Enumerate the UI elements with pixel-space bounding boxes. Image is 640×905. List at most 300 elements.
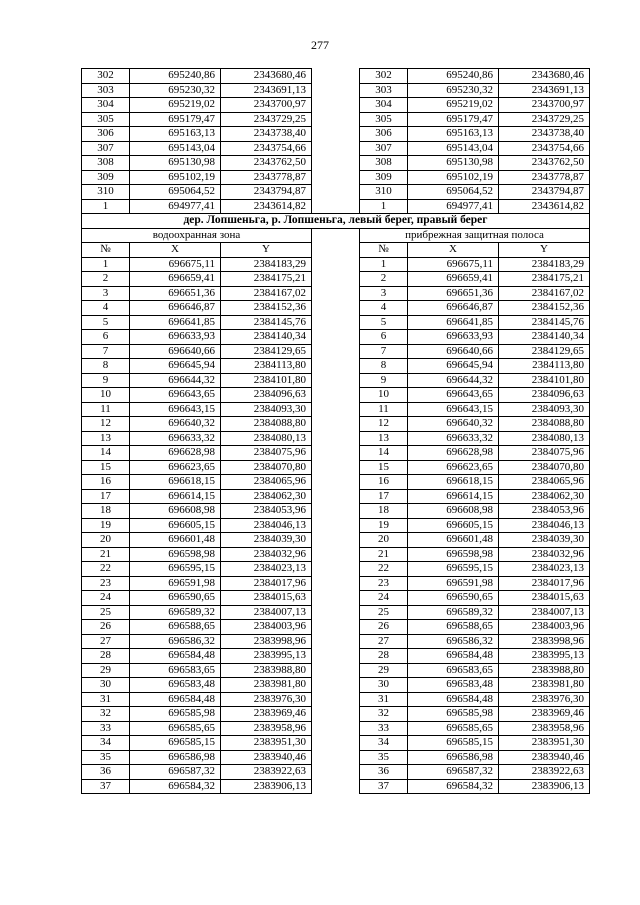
coord-x: 695130,98: [408, 156, 499, 171]
point-number: 18: [82, 504, 130, 519]
point-number: 303: [360, 83, 408, 98]
point-number: 20: [360, 533, 408, 548]
coord-x: 696614,15: [408, 489, 499, 504]
point-number: 22: [360, 562, 408, 577]
point-number: 16: [360, 475, 408, 490]
table-row: [82, 576, 590, 591]
column-gap: [312, 170, 360, 185]
column-gap: [312, 344, 360, 359]
point-number: 5: [360, 315, 408, 330]
column-gap: [312, 243, 360, 258]
column-gap: [312, 388, 360, 403]
point-number: 9: [360, 373, 408, 388]
coord-y: 2384183,29: [221, 257, 312, 272]
coord-y: 2383940,46: [221, 750, 312, 765]
coord-x: 696646,87: [408, 301, 499, 316]
point-number: 304: [82, 98, 130, 113]
page-number: 277: [311, 38, 329, 52]
column-gap: [312, 605, 360, 620]
table-row: [82, 721, 590, 736]
coord-y: 2384101,80: [221, 373, 312, 388]
coord-y: 2343691,13: [499, 83, 590, 98]
coord-y: 2343614,82: [221, 199, 312, 214]
coord-y: 2384007,13: [499, 605, 590, 620]
coord-x: 696633,32: [408, 431, 499, 446]
coord-y: 2383981,80: [221, 678, 312, 693]
table-row: [82, 707, 590, 722]
coord-y: 2343738,40: [221, 127, 312, 142]
table-row: [82, 446, 590, 461]
coord-y: 2384003,96: [499, 620, 590, 635]
table-row: [82, 591, 590, 606]
coord-x: 696633,93: [408, 330, 499, 345]
coord-y: 2384093,30: [499, 402, 590, 417]
coord-y: 2384080,13: [499, 431, 590, 446]
coord-x: 696645,94: [408, 359, 499, 374]
point-number: 302: [82, 69, 130, 84]
table-row: [82, 69, 590, 84]
point-number: 37: [360, 779, 408, 794]
coord-y: 2384053,96: [499, 504, 590, 519]
coord-x: 696588,65: [408, 620, 499, 635]
table-row: [82, 170, 590, 185]
coord-y: 2383976,30: [221, 692, 312, 707]
column-gap: [312, 562, 360, 577]
table-row: [82, 344, 590, 359]
coord-y: 2383951,30: [499, 736, 590, 751]
coord-y: 2343700,97: [499, 98, 590, 113]
coord-x: 696586,32: [408, 634, 499, 649]
table-row: [82, 489, 590, 504]
table-row: [82, 634, 590, 649]
coord-x: 696584,48: [408, 692, 499, 707]
coord-y: 2384140,34: [221, 330, 312, 345]
table-row: [82, 388, 590, 403]
coord-x: 696623,65: [130, 460, 221, 475]
point-number: 306: [82, 127, 130, 142]
coord-y: 2343778,87: [499, 170, 590, 185]
coord-y: 2384032,96: [499, 547, 590, 562]
coord-x: 695230,32: [130, 83, 221, 98]
coord-y: 2343738,40: [499, 127, 590, 142]
point-number: 24: [360, 591, 408, 606]
table-row: [82, 402, 590, 417]
table-row: [82, 185, 590, 200]
point-number: 18: [360, 504, 408, 519]
point-number: 31: [82, 692, 130, 707]
coord-x: 696651,36: [130, 286, 221, 301]
column-gap: [312, 112, 360, 127]
table-row: [82, 533, 590, 548]
table-row: [82, 257, 590, 272]
coord-y: 2384183,29: [499, 257, 590, 272]
column-gap: [312, 373, 360, 388]
coord-y: 2384113,80: [221, 359, 312, 374]
point-number: 26: [360, 620, 408, 635]
point-number: 5: [82, 315, 130, 330]
coord-x: 696591,98: [408, 576, 499, 591]
table-row: [82, 692, 590, 707]
col-header-num: №: [360, 243, 408, 258]
column-gap: [312, 765, 360, 780]
coord-x: 696614,15: [130, 489, 221, 504]
column-gap: [312, 185, 360, 200]
coord-x: 695163,13: [130, 127, 221, 142]
point-number: 26: [82, 620, 130, 635]
table-row: [82, 417, 590, 432]
point-number: 30: [360, 678, 408, 693]
point-number: 6: [360, 330, 408, 345]
coord-x: 696583,48: [130, 678, 221, 693]
point-number: 29: [82, 663, 130, 678]
point-number: 35: [360, 750, 408, 765]
coord-y: 2383958,96: [221, 721, 312, 736]
table-row: [82, 286, 590, 301]
point-number: 14: [82, 446, 130, 461]
coord-x: 696645,94: [130, 359, 221, 374]
coord-y: 2343729,25: [221, 112, 312, 127]
coord-y: 2384015,63: [221, 591, 312, 606]
top-block: [82, 69, 590, 214]
coord-y: 2343700,97: [221, 98, 312, 113]
coord-x: 696584,48: [408, 649, 499, 664]
coord-x: 696605,15: [130, 518, 221, 533]
coord-x: 696644,32: [130, 373, 221, 388]
coord-y: 2383906,13: [221, 779, 312, 794]
point-number: 9: [82, 373, 130, 388]
col-header-y: Y: [499, 243, 590, 258]
table-row: [82, 330, 590, 345]
point-number: 28: [82, 649, 130, 664]
column-gap: [312, 750, 360, 765]
coord-y: 2384175,21: [221, 272, 312, 287]
table-row: [82, 750, 590, 765]
column-gap: [312, 83, 360, 98]
coord-y: 2383981,80: [499, 678, 590, 693]
point-number: 19: [82, 518, 130, 533]
coord-y: 2384053,96: [221, 504, 312, 519]
coord-y: 2384113,80: [499, 359, 590, 374]
coord-y: 2383969,46: [499, 707, 590, 722]
column-gap: [312, 736, 360, 751]
coord-x: 695230,32: [408, 83, 499, 98]
coord-y: 2343729,25: [499, 112, 590, 127]
coord-x: 695143,04: [408, 141, 499, 156]
coord-y: 2384167,02: [499, 286, 590, 301]
coord-y: 2343754,66: [499, 141, 590, 156]
point-number: 14: [360, 446, 408, 461]
coord-x: 695163,13: [408, 127, 499, 142]
point-number: 7: [360, 344, 408, 359]
point-number: 20: [82, 533, 130, 548]
coord-x: 696659,41: [130, 272, 221, 287]
column-gap: [312, 417, 360, 432]
coord-x: 695130,98: [130, 156, 221, 171]
column-gap: [312, 141, 360, 156]
coord-x: 696589,32: [130, 605, 221, 620]
point-number: 29: [360, 663, 408, 678]
column-gap: [312, 199, 360, 214]
coord-y: 2384096,63: [499, 388, 590, 403]
coord-x: 696588,65: [130, 620, 221, 635]
point-number: 34: [82, 736, 130, 751]
column-gap: [312, 460, 360, 475]
coord-x: 695179,47: [130, 112, 221, 127]
column-gap: [312, 315, 360, 330]
coord-x: 696628,98: [130, 446, 221, 461]
coord-y: 2384088,80: [221, 417, 312, 432]
point-number: 25: [360, 605, 408, 620]
coord-x: 696583,65: [130, 663, 221, 678]
point-number: 310: [82, 185, 130, 200]
point-number: 15: [82, 460, 130, 475]
coordinates-table: [81, 68, 590, 794]
point-number: 1: [82, 199, 130, 214]
coord-x: 696583,65: [408, 663, 499, 678]
coord-x: 696651,36: [408, 286, 499, 301]
coord-x: 696583,48: [408, 678, 499, 693]
table-row: [82, 272, 590, 287]
point-number: 1: [360, 199, 408, 214]
coord-x: 696618,15: [130, 475, 221, 490]
coord-x: 696586,98: [130, 750, 221, 765]
point-number: 17: [360, 489, 408, 504]
table-row: [82, 199, 590, 214]
point-number: 33: [82, 721, 130, 736]
col-header-y: Y: [221, 243, 312, 258]
coord-x: 696675,11: [130, 257, 221, 272]
point-number: 25: [82, 605, 130, 620]
table-row: [82, 315, 590, 330]
coord-y: 2384145,76: [499, 315, 590, 330]
point-number: 21: [360, 547, 408, 562]
table-row: [82, 141, 590, 156]
coord-y: 2383906,13: [499, 779, 590, 794]
column-gap: [312, 228, 360, 243]
coord-x: 696675,11: [408, 257, 499, 272]
coord-x: 696584,32: [130, 779, 221, 794]
point-number: 13: [82, 431, 130, 446]
column-gap: [312, 98, 360, 113]
point-number: 4: [82, 301, 130, 316]
table-row: [82, 518, 590, 533]
coord-x: 696584,48: [130, 649, 221, 664]
point-number: 32: [82, 707, 130, 722]
coord-x: 696633,32: [130, 431, 221, 446]
point-number: 3: [82, 286, 130, 301]
water-protection-zone-label: водоохранная зона: [82, 228, 312, 243]
coord-x: 696644,32: [408, 373, 499, 388]
coord-x: 696589,32: [408, 605, 499, 620]
coord-y: 2343754,66: [221, 141, 312, 156]
point-number: 27: [82, 634, 130, 649]
coord-x: 696591,98: [130, 576, 221, 591]
point-number: 309: [82, 170, 130, 185]
point-number: 33: [360, 721, 408, 736]
column-gap: [312, 272, 360, 287]
table-row: [82, 547, 590, 562]
point-number: 21: [82, 547, 130, 562]
coord-x: 696586,32: [130, 634, 221, 649]
coord-y: 2383988,80: [499, 663, 590, 678]
column-gap: [312, 504, 360, 519]
col-header-x: X: [130, 243, 221, 258]
coord-y: 2383940,46: [499, 750, 590, 765]
coord-x: 695064,52: [408, 185, 499, 200]
table-row: [82, 301, 590, 316]
coord-y: 2384075,96: [499, 446, 590, 461]
table-row: [82, 779, 590, 794]
coord-x: 695219,02: [130, 98, 221, 113]
coord-y: 2384007,13: [221, 605, 312, 620]
coord-y: 2343762,50: [221, 156, 312, 171]
point-number: 37: [82, 779, 130, 794]
table-row: [82, 736, 590, 751]
point-number: 305: [82, 112, 130, 127]
column-gap: [312, 156, 360, 171]
table-row: [82, 663, 590, 678]
coord-x: 695102,19: [408, 170, 499, 185]
coord-y: 2383998,96: [499, 634, 590, 649]
column-gap: [312, 649, 360, 664]
point-number: 1: [82, 257, 130, 272]
coord-x: 696608,98: [130, 504, 221, 519]
coord-y: 2343691,13: [221, 83, 312, 98]
col-header-num: №: [82, 243, 130, 258]
coord-x: 696605,15: [408, 518, 499, 533]
coord-y: 2384046,13: [221, 518, 312, 533]
coord-y: 2384093,30: [221, 402, 312, 417]
point-number: 17: [82, 489, 130, 504]
column-gap: [312, 576, 360, 591]
point-number: 15: [360, 460, 408, 475]
coord-x: 696585,98: [408, 707, 499, 722]
coord-y: 2383951,30: [221, 736, 312, 751]
coord-y: 2384129,65: [221, 344, 312, 359]
point-number: 10: [360, 388, 408, 403]
coord-y: 2383976,30: [499, 692, 590, 707]
point-number: 309: [360, 170, 408, 185]
coord-x: 696585,65: [130, 721, 221, 736]
point-number: 2: [360, 272, 408, 287]
point-number: 8: [82, 359, 130, 374]
coord-y: 2384062,30: [499, 489, 590, 504]
coord-x: 694977,41: [408, 199, 499, 214]
column-gap: [312, 402, 360, 417]
column-gap: [312, 301, 360, 316]
table-row: [82, 431, 590, 446]
coord-x: 696595,15: [130, 562, 221, 577]
coord-x: 696585,65: [408, 721, 499, 736]
column-gap: [312, 475, 360, 490]
point-number: 310: [360, 185, 408, 200]
coord-y: 2384096,63: [221, 388, 312, 403]
column-gap: [312, 489, 360, 504]
point-number: 13: [360, 431, 408, 446]
coord-y: 2384003,96: [221, 620, 312, 635]
coord-y: 2384017,96: [221, 576, 312, 591]
coord-y: 2383995,13: [499, 649, 590, 664]
coord-y: 2384080,13: [221, 431, 312, 446]
coord-y: 2343680,46: [499, 69, 590, 84]
column-gap: [312, 779, 360, 794]
column-gap: [312, 446, 360, 461]
coord-y: 2384088,80: [499, 417, 590, 432]
coord-y: 2384032,96: [221, 547, 312, 562]
point-number: 2: [82, 272, 130, 287]
table-row: [82, 649, 590, 664]
point-number: 36: [360, 765, 408, 780]
coord-y: 2384065,96: [499, 475, 590, 490]
coord-y: 2343794,87: [499, 185, 590, 200]
table-row: [82, 127, 590, 142]
point-number: 22: [82, 562, 130, 577]
coord-y: 2384023,13: [499, 562, 590, 577]
point-number: 32: [360, 707, 408, 722]
coord-y: 2384145,76: [221, 315, 312, 330]
point-number: 308: [360, 156, 408, 171]
table-row: [82, 562, 590, 577]
point-number: 31: [360, 692, 408, 707]
coord-x: 696643,65: [130, 388, 221, 403]
coastal-protection-strip-label: прибрежная защитная полоса: [360, 228, 590, 243]
table-row: [82, 156, 590, 171]
point-number: 35: [82, 750, 130, 765]
table-row: [82, 83, 590, 98]
coord-y: 2383969,46: [221, 707, 312, 722]
point-number: 34: [360, 736, 408, 751]
coord-x: 695064,52: [130, 185, 221, 200]
coord-x: 696585,15: [408, 736, 499, 751]
coord-y: 2384175,21: [499, 272, 590, 287]
coord-x: 695240,86: [130, 69, 221, 84]
column-gap: [312, 591, 360, 606]
coord-x: 695219,02: [408, 98, 499, 113]
table-row: [82, 765, 590, 780]
coord-x: 696601,48: [130, 533, 221, 548]
column-gap: [312, 663, 360, 678]
point-number: 3: [360, 286, 408, 301]
coord-x: 694977,41: [130, 199, 221, 214]
coord-x: 696640,66: [130, 344, 221, 359]
column-gap: [312, 431, 360, 446]
coord-y: 2384017,96: [499, 576, 590, 591]
coord-x: 696598,98: [130, 547, 221, 562]
coord-y: 2384152,36: [221, 301, 312, 316]
coord-y: 2384152,36: [499, 301, 590, 316]
coord-y: 2383988,80: [221, 663, 312, 678]
point-number: 304: [360, 98, 408, 113]
coord-y: 2384015,63: [499, 591, 590, 606]
coord-y: 2384070,80: [499, 460, 590, 475]
coord-x: 696623,65: [408, 460, 499, 475]
coord-x: 696587,32: [130, 765, 221, 780]
coord-x: 696598,98: [408, 547, 499, 562]
coord-x: 696586,98: [408, 750, 499, 765]
coord-x: 695102,19: [130, 170, 221, 185]
point-number: 16: [82, 475, 130, 490]
coord-y: 2383958,96: [499, 721, 590, 736]
column-gap: [312, 678, 360, 693]
column-gap: [312, 533, 360, 548]
point-number: 11: [82, 402, 130, 417]
table-row: [82, 359, 590, 374]
coord-x: 696608,98: [408, 504, 499, 519]
coord-x: 696640,66: [408, 344, 499, 359]
coord-x: 696584,32: [408, 779, 499, 794]
point-number: 305: [360, 112, 408, 127]
table-row: [82, 605, 590, 620]
